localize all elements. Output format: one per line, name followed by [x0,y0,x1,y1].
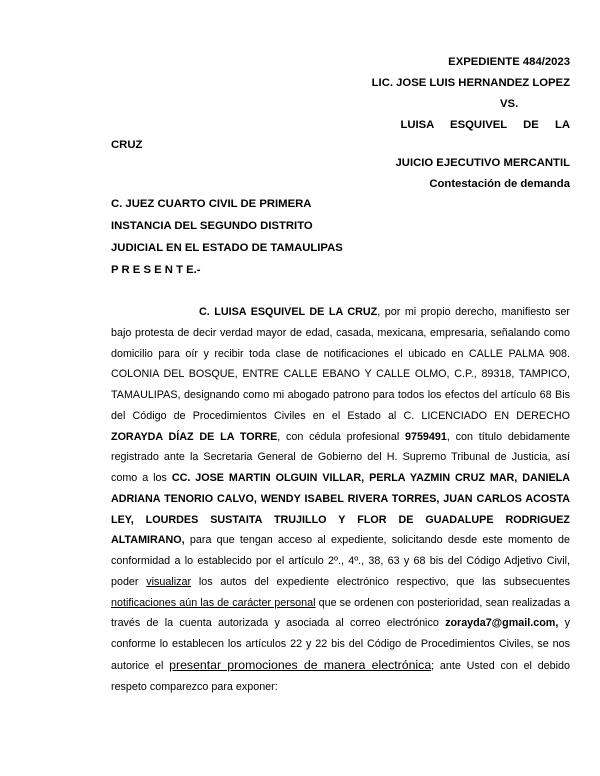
electronic-filing-term: presentar promociones de manera electrónica [169,657,432,672]
addressee-line-4: P R E S E N T E.- [111,264,201,276]
professional-id: 9759491 [405,430,447,443]
party-name: C. LUISA ESQUIVEL DE LA CRUZ [199,306,378,318]
addressee-block [111,193,343,281]
expediente-number: EXPEDIENTE 484/2023 [448,56,570,68]
trial-type: JUICIO EJECUTIVO MERCANTIL [395,157,570,169]
defendant-name-line1: LUISA ESQUIVEL DE LA [400,119,570,131]
body-text-1: , por mi propio derecho, manifiesto ser bajo protesta de decir verdad mayor de edad, casada, mexicana, empresaria, señalando como domicilio para oír y recibir toda clase de notificaciones el ubicado en CALLE PALMA 908. COLONIA DEL BOSQUE, ENTRE CALLE EBANO Y CALLE OLMO, C.P., 89318, TAMPICO, TAMAULIPAS, designando como mi abogado patrono para todos los efectos del artículo 68 Bis del Código de Procedimientos Civiles en el Estado al C. LICENCIADO EN DERECHO [111,306,571,422]
body-text-8: ; ante Usted con el debido respeto comparezco para exponer: [111,659,570,693]
notifications-term: notificaciones aún las de carácter personal [111,596,316,609]
plaintiff-name: LIC. JOSE LUIS HERNANDEZ LOPEZ [371,77,570,89]
versus-label: VS. [500,98,519,110]
defendant-name-line2: CRUZ [111,139,143,151]
email-address: zorayda7@gmail.com, [445,617,559,630]
lawyer-name: ZORAYDA DÍAZ DE LA TORRE [111,430,278,443]
visualize-term: visualizar [146,575,192,588]
document-subject: Contestación de demanda [429,178,570,190]
body-text-3: , con título debidamente registrado ante la Secretaria General de Gobierno del H. Supremo Tribunal de Justicia, así como a los [111,430,570,484]
body-text-6: que se ordenen con posterioridad, sean realizadas a través de la cuenta autorizada y asociada al correo electrónico [111,596,570,630]
addressee-line-3: JUDICIAL EN EL ESTADO DE TAMAULIPAS [111,242,343,254]
body-text-2: , con cédula profesional [277,430,405,443]
body-text-4: para que tengan acceso al expediente, solicitando desde este momento de conformidad a lo establecido por el artículo 2º., 4º., 38, 63 y 68 bis del Código Adjetivo Civil, poder [111,534,570,588]
authorized-persons: CC. JOSE MARTIN OLGUIN VILLAR, PERLA YAZMIN CRUZ MAR, DANIELA ADRIANA TENORIO CALVO, WENDY ISABEL RIVERA TORRES, JUAN CARLOS ACOSTA LEY, LOURDES SUSTAITA TRUJILLO Y FLOR DE GUADALUPE RODRIGUEZ ALTAMIRANO, [111,472,571,547]
addressee-line-1: C. JUEZ CUARTO CIVIL DE PRIMERA [111,198,312,210]
body-text-5: los autos del expediente electrónico respectivo, que las subsecuentes [191,575,570,588]
body-paragraph [111,302,570,697]
addressee-line-2: INSTANCIA DEL SEGUNDO DISTRITO [111,220,313,232]
body-text-7: y conforme lo establecen los artículos 22 y 22 bis del Código de Procedimientos Civiles, se nos autorice el [111,617,570,672]
